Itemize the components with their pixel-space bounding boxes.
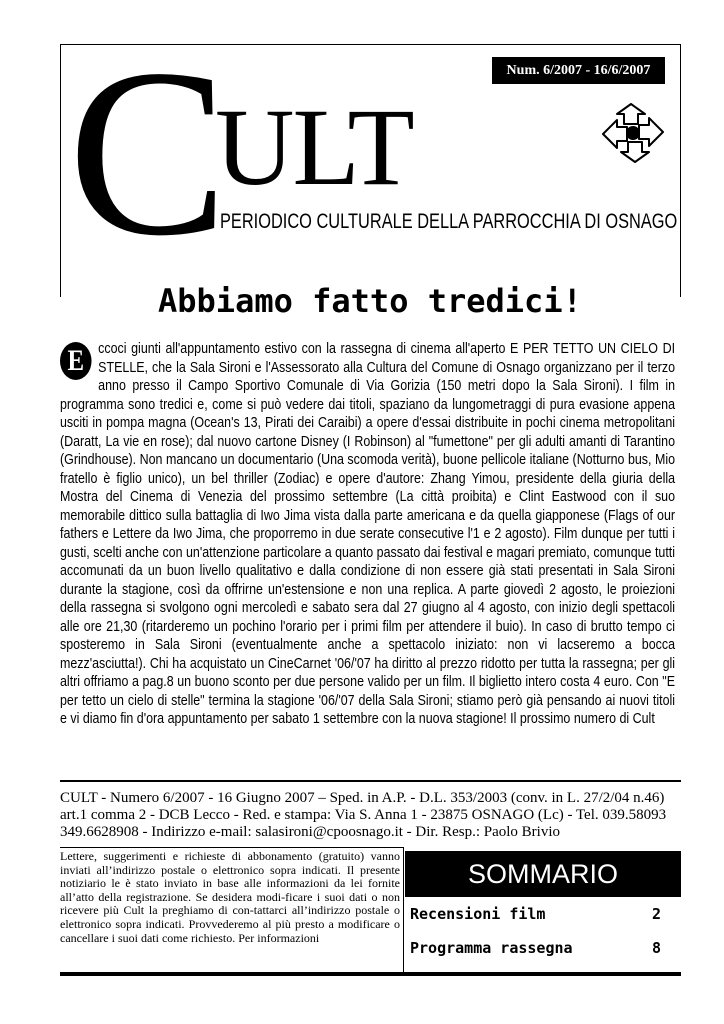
sommario-title: SOMMARIO [405,851,681,897]
sommario-item[interactable] [405,897,681,931]
masthead-subtitle: PERIODICO CULTURALE DELLA PARROCCHIA DI OSNAGO [220,210,678,233]
sommario-item-page: 8 [651,939,661,957]
parish-logo-icon [597,100,669,166]
issue-number-badge: Num. 6/2007 - 16/6/2007 [492,57,665,84]
colophon: CULT - Numero 6/2007 - 16 Giugno 2007 – Sped. in A.P. - D.L. 353/2003 (conv. in L. 27/2/04 n.46) art.1 comma 2 - DCB Lecco - Red. e stampa: Via S. Anna 1 - 23875 OSNAGO (Lc) - Tel. 039.58093 349.6628908 - Indirizzo e-mail: salasironi@cpoosnago.it - Dir. Resp.: Paolo Brivio [60,790,667,840]
sommario-item-label: Recensioni film [410,905,546,923]
masthead-letter-c: C [68,19,229,285]
article-text: ccoci giunti all'appuntamento estivo con la rassegna di cinema all'aperto E PER TETTO UN CIELO DI STELLE, che la Sala Sironi e l'Assessorato alla Cultura del Comune di Osnago organizzano per il terzo anno presso il Campo Sportivo Comunale di Via Gorizia (150 metri dopo la Sala Sironi). I film in programma sono tredici e, come si può vedere dai titoli, spaziano da lungometraggi di pura evasione appena usciti in pompa magna (Ocean's 13, Pirati dei Caraibi) a opere d'essai distribuite in pochi cinema metropolitani (Daratt, La vie en rose); dal nuovo cartone Disney (I Robinson) al "fumettone" per gli adulti amanti di Tarantino (Grindhouse). Non mancano un documentario (Una scomoda verità), buone pellicole italiane (Notturno bus, Mio fratello è figlio unico), un bel thriller (Zodiac) e opere d'autore: Zhang Yimou, presidente della giuria della Mostra del Cinema di Venezia del prossimo settembre (La città proibita) e Clint Eastwood con il suo memorabile dittico sulla battaglia di Iwo Jima vista dalla parte americana e da quella giapponese (Flags of our fathers e Lettere da Iwo Jima, che proporremo in due serate consecutive l'1 e 2 agosto). Film dunque per tutti i gusti, scelti anche con un'attenzione particolare a quanto passato dai festival e magari premiato, comunque tutti accomunati da un buon livello qualitativo e dalla condizione di non essere già stati presentati in Sala Sironi durante la stagione, così da offrirne un'estensione e non una replica. A parte giovedì 2 agosto, le proiezioni della rassegna si svolgono ogni mercoledì e sabato sera dal 27 giugno al 4 agosto, con inizio degli spettacoli alle ore 21,30 (ritarderemo un pochino l'orario per i primi film per attendere il buio). In caso di brutto tempo ci sposteremo in Sala Sironi (eventualmente anche a spettacolo iniziato: non vi lacseremo a bocca mezz'asciutta!). Chi ha acquistato un CineCarnet '06/'07 ha diritto al prezzo ridotto per tutta la rassegna; per gli altri offriamo a pag.8 un buono sconto per due persone valido per un film. Il biglietto intero costa 4 euro. Con "E per tetto un cielo di stelle" termina la stagione '06/'07 della Sala Sironi; stiamo però già pensando ai nuovi titoli e vi diamo fin d'ora appuntamento per sabato 1 settembre con la nuova stagione! Il prossimo numero di Cult [60,340,676,727]
masthead-letters-ult: ULT [215,86,413,208]
article-headline: Abbiamo fatto tredici! [158,282,582,320]
sommario-item[interactable] [405,931,681,965]
sommario-item-page: 2 [651,905,661,923]
section-divider [60,780,681,782]
sommario-item-label: Programma rassegna [410,939,573,957]
subscription-notice: Lettere, suggerimenti e richieste di abbonamento (gratuito) vanno inviati all’indirizzo postale o elettronico sopra indicati. Il presente notiziario le è stato inviato in base alle informazioni da lei fornite all’atto della registrazione. Se desidera modi-ficare i suoi dati o non ricevere più Cult la preghiamo di con-tattarci all’indirizzo postale o elettronico sopra indicati. Provvederemo al più presto a modificare o cancellare i suoi dati come richiesto. Per informazioni [60,847,404,972]
bottom-divider [60,972,681,976]
article-body [60,340,675,729]
sommario-box [405,851,681,965]
drop-cap: E [60,342,92,380]
